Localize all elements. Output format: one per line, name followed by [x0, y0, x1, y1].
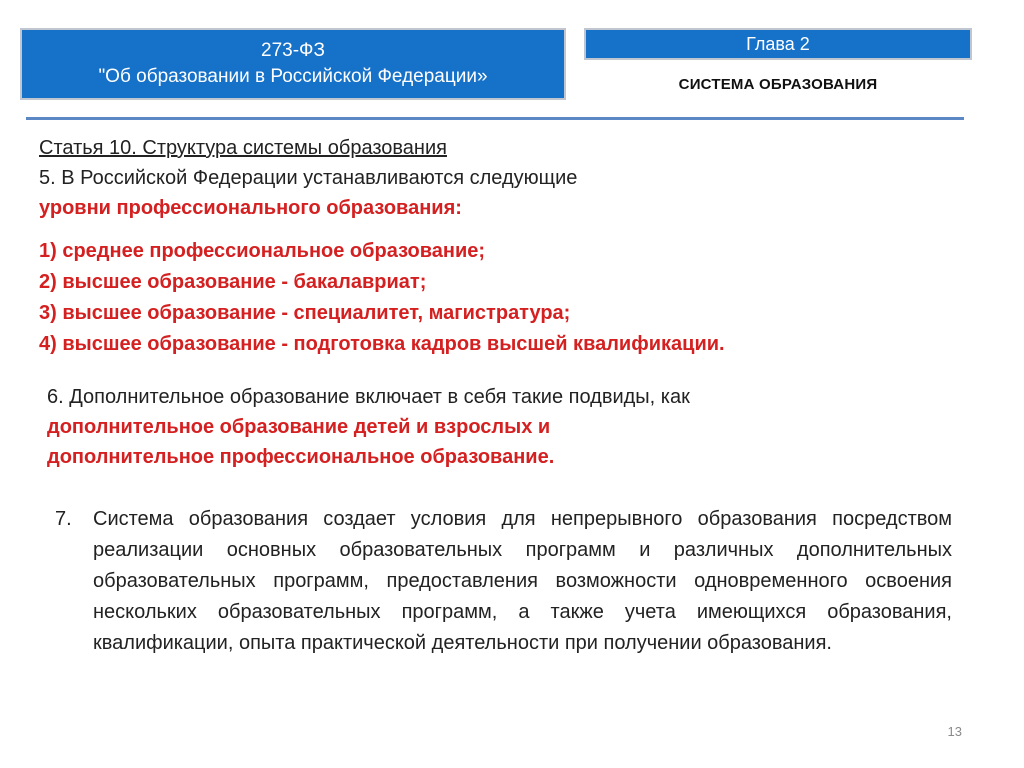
- list-item: 1) среднее профессиональное образование;: [39, 240, 486, 262]
- article-title: Статья 10. Структура системы образования: [39, 137, 447, 159]
- paragraph-6-highlight: [47, 412, 554, 472]
- header-divider: [26, 117, 964, 120]
- paragraph-5-lead: 5. В Российской Федерации устанавливаются следующие: [39, 167, 578, 189]
- list-item: 4) высшее образование - подготовка кадров высшей квалификации.: [39, 333, 725, 355]
- paragraph-5-highlight: уровни профессионального образования:: [39, 197, 462, 219]
- list-item: 2) высшее образование - бакалавриат;: [39, 271, 427, 293]
- law-header-box: [20, 28, 566, 100]
- chapter-label: Глава 2: [746, 34, 810, 54]
- law-number: 273-ФЗ: [261, 40, 325, 61]
- chapter-title: СИСТЕМА ОБРАЗОВАНИЯ: [678, 76, 878, 93]
- list-item: 3) высшее образование - специалитет, магистратура;: [39, 302, 571, 324]
- education-levels-list: [39, 236, 725, 360]
- paragraph-6-highlight-line-2: дополнительное профессиональное образование.: [47, 446, 555, 468]
- page-number: 13: [947, 724, 962, 739]
- law-title: "Об образовании в Российской Федерации»: [98, 66, 488, 87]
- paragraph-6-highlight-line-1: дополнительное образование детей и взрослых и: [47, 416, 551, 438]
- paragraph-7-text: Система образования создает условия для непрерывного образования посредством реализации основных образовательных программ и различных дополнительных образовательных программ, предоставления возможности одновременного освоения нескольких образовательных программ, а также учета имеющихся образования, квалификации, опыта практической деятельности при получении образования.: [93, 508, 952, 654]
- paragraph-7-number: 7.: [55, 508, 72, 530]
- paragraph-7: [55, 504, 952, 659]
- chapter-box: [584, 28, 972, 60]
- paragraph-6-lead: 6. Дополнительное образование включает в себя такие подвиды, как: [47, 386, 690, 408]
